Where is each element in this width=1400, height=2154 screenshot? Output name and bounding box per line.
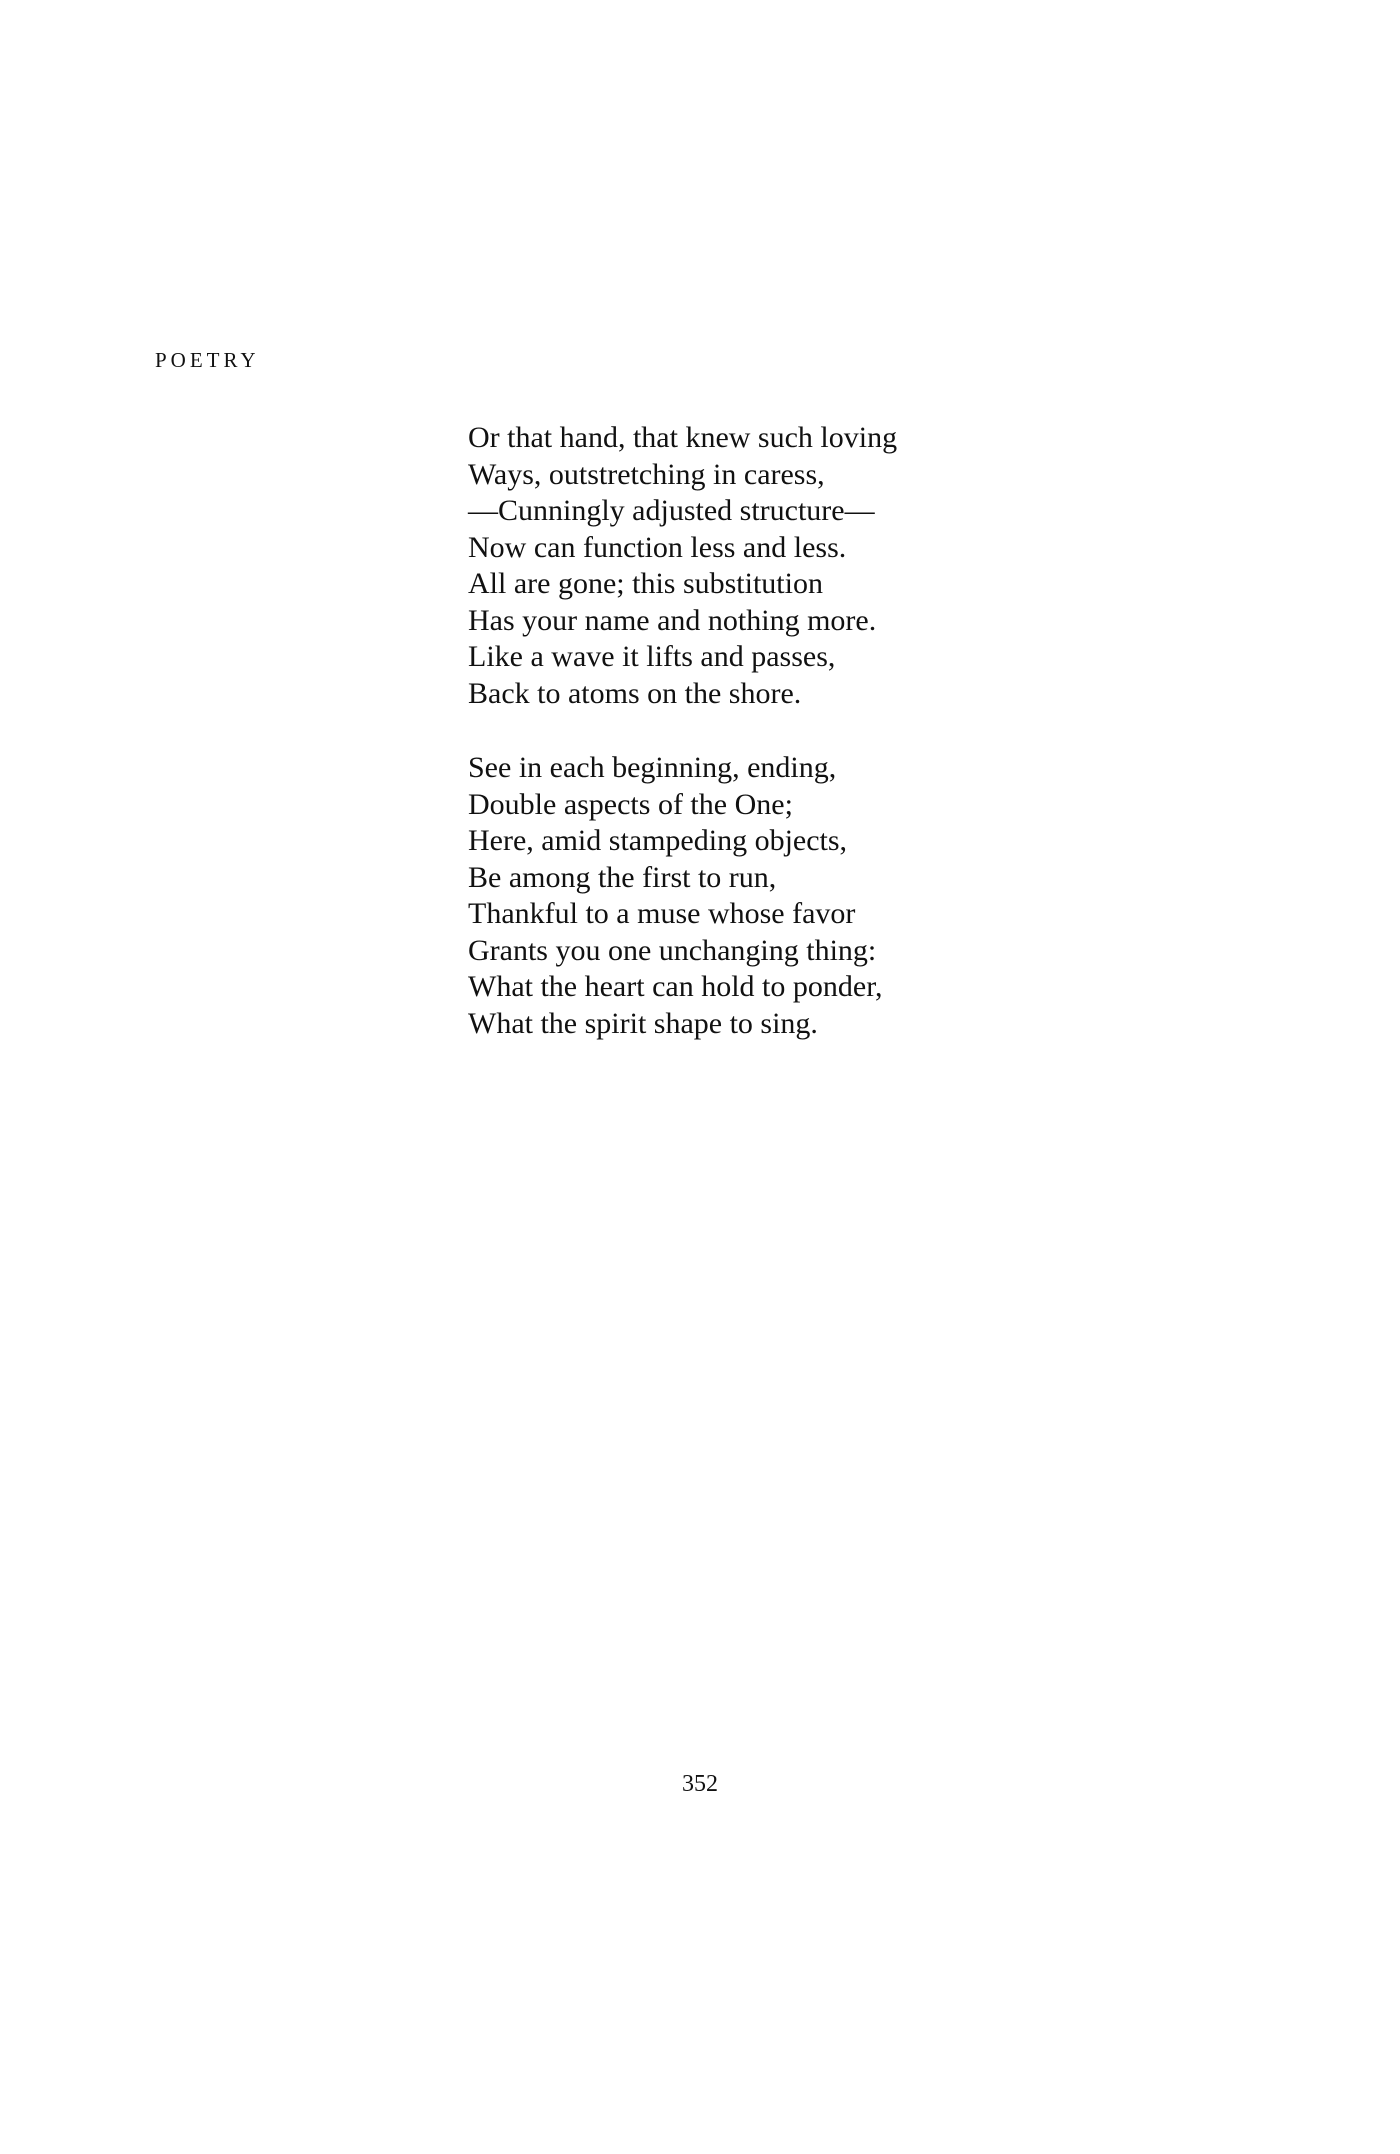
poem-line: Or that hand, that knew such loving	[468, 421, 898, 454]
page-number: 352	[682, 1771, 718, 1797]
poem-line: Back to atoms on the shore.	[468, 676, 802, 710]
poem-line: See in each beginning, ending,	[468, 751, 837, 784]
poem-line: What the spirit shape to sing.	[468, 1006, 818, 1040]
poem-line: Be among the first to run,	[468, 860, 777, 894]
poem-line: Thankful to a muse whose favor	[468, 897, 856, 930]
poem-line: Grants you one unchanging thing:	[468, 933, 877, 967]
poem	[468, 420, 1228, 1042]
poem-line: Now can function less and less.	[468, 530, 847, 564]
poem-line: Has your name and nothing more.	[468, 603, 877, 637]
poem-line: What the heart can hold to ponder,	[468, 970, 883, 1003]
poem-line: All are gone; this substitution	[468, 567, 823, 600]
poem-line: Double aspects of the One;	[468, 787, 793, 821]
stanza-1	[468, 420, 1228, 712]
poem-line: —Cunningly adjusted structure—	[468, 494, 875, 527]
poem-line: Like a wave it lifts and passes,	[468, 640, 836, 673]
poem-line: Here, amid stampeding objects,	[468, 824, 848, 857]
stanza-2	[468, 750, 1228, 1042]
poem-line: Ways, outstretching in caress,	[468, 457, 825, 491]
running-head: POETRY	[155, 348, 260, 372]
